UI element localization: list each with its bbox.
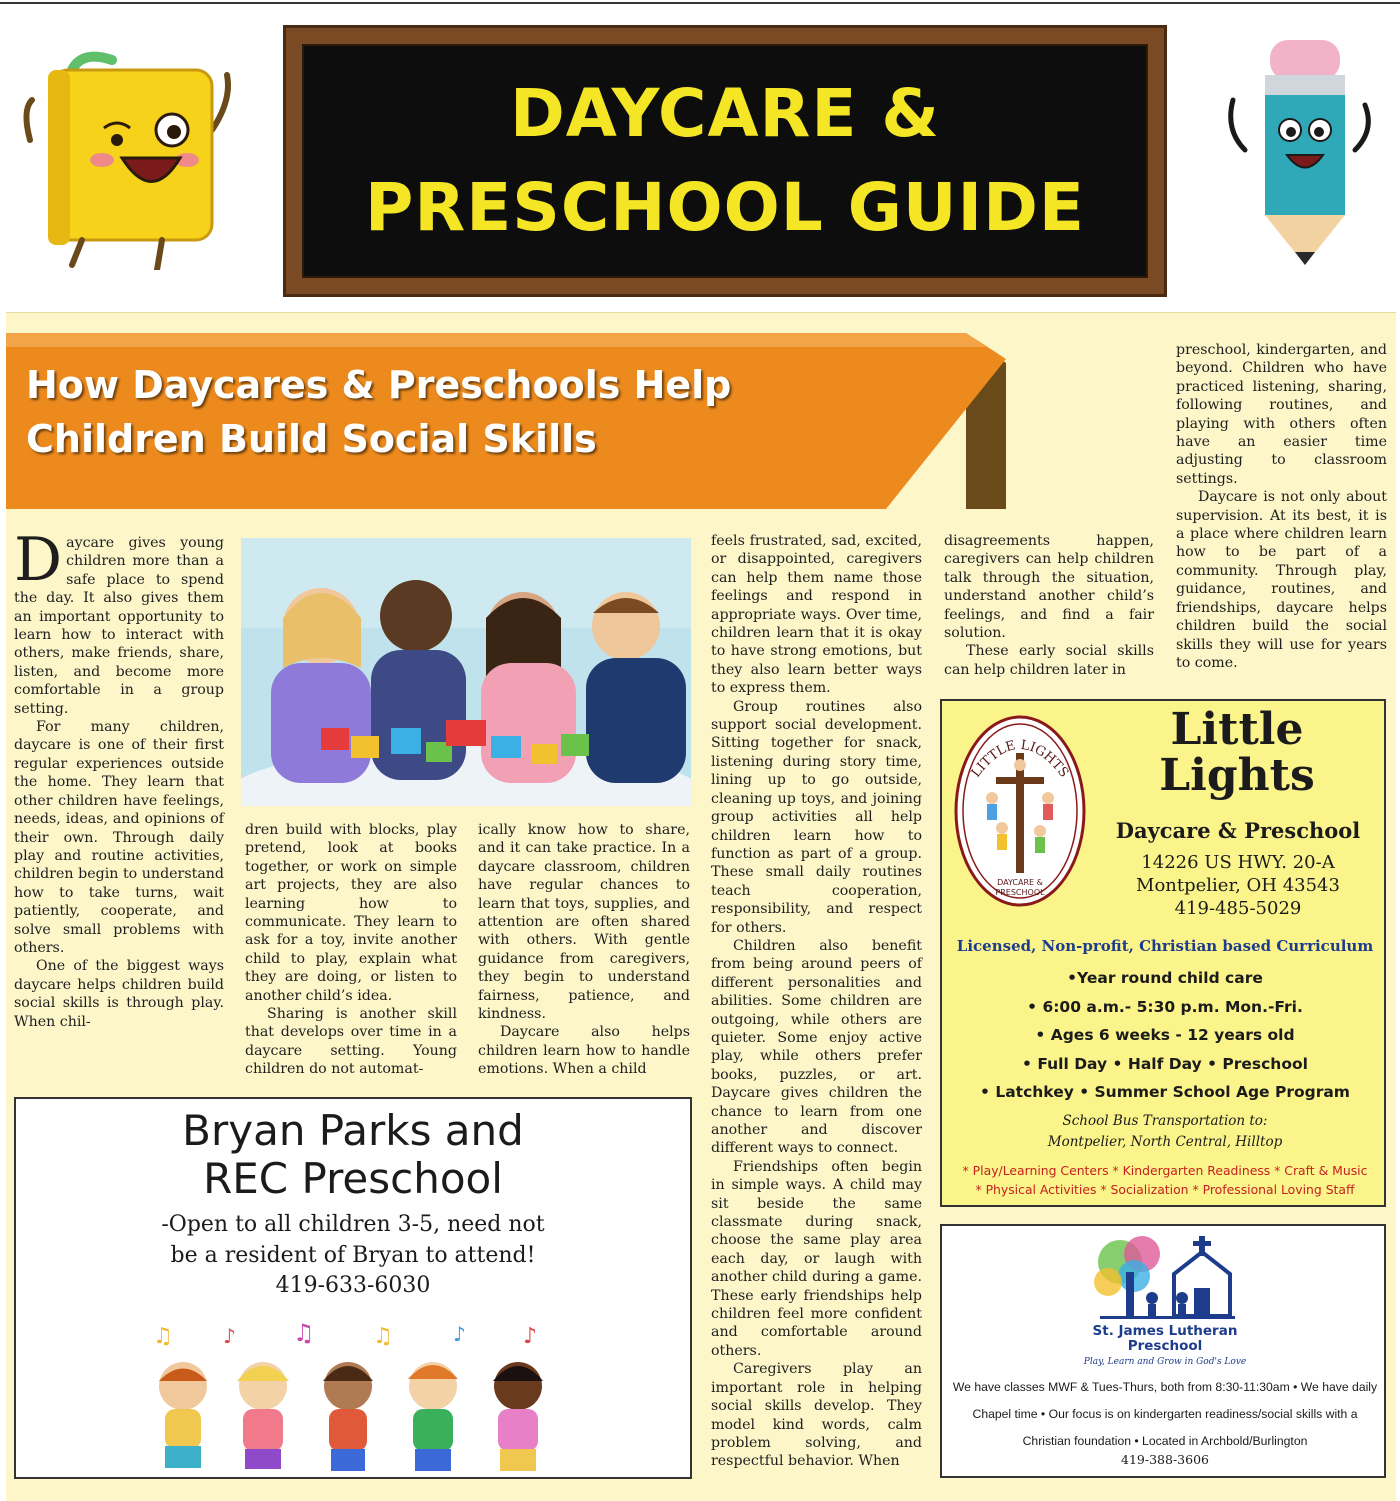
- little-lights-ad: [940, 699, 1386, 1207]
- svg-text:PRESCHOOL: PRESCHOOL: [995, 888, 1045, 897]
- article-column-1: [14, 525, 224, 1031]
- headline-line1: How Daycares & Preschools Help: [26, 363, 732, 407]
- svg-text:♪: ♪: [453, 1322, 466, 1346]
- article-column-2: [245, 821, 457, 1079]
- article-paragraph: Friendships often begin in simple ways. A child may sit beside the same classmate during snack, choose the same play area each day, or laugh with another child during a game. These early friendships help children feel more confident and comfortable around others.: [711, 1158, 922, 1359]
- article-paragraph: Daycare gives young children more than a safe place to spend the day. It also gives them an important opportunity to learn how to interact with others, make friends, share, listen, and become more comfortable in a group setting.: [14, 525, 224, 717]
- article-paragraph: These early social skills can help children later in: [944, 643, 1154, 678]
- bryan-ad-phone: 419-633-6030: [275, 1273, 431, 1298]
- top-rule: [0, 2, 1400, 4]
- article-paragraph: feels frustrated, sad, excited, or disappointed, caregivers can help them name those feelings and respond in appropriate ways. Over time, children learn that it is okay to have strong emotions, but they also learn better ways to express them.: [711, 533, 922, 697]
- svg-text:♪: ♪: [223, 1324, 236, 1348]
- article-paragraph: dren build with blocks, play pretend, look at books together, or work on simple art projects, they are also learning how to communicate. They learn to ask for a toy, invite another child to play, explain what they are doing, or listen to another child’s idea.: [245, 822, 457, 1004]
- header-banner: [283, 25, 1167, 297]
- st-james-tagline: Play, Learn and Grow in God's Love: [1083, 1357, 1247, 1367]
- st-james-ad: [940, 1224, 1386, 1478]
- article-headline: [26, 358, 926, 466]
- article-paragraph: Sharing is another skill that develops over time in a daycare setting. Young children do not automat-: [245, 1006, 457, 1078]
- bryan-ad-description: -Open to all children 3-5, need not be a resident of Bryan to attend!: [161, 1212, 545, 1268]
- article-column-5: [944, 532, 1154, 679]
- happy-pencil-mascot-icon: [1215, 30, 1385, 280]
- article-paragraph: Caregivers play an important role in helping social skills develop. They model kind words, calm problem solving, and respectful behavior. When: [711, 1361, 922, 1470]
- st-james-phone: 419-388-3606: [1121, 1452, 1209, 1467]
- bryan-ad-title: Bryan Parks and REC Preschool: [182, 1106, 524, 1203]
- music-notes-icon: [153, 1319, 553, 1349]
- svg-text:♫: ♫: [373, 1324, 393, 1349]
- svg-text:LITTLE LIGHTS: LITTLE LIGHTS: [968, 737, 1072, 781]
- article-column-6: [1176, 341, 1387, 672]
- article-paragraph: Daycare also helps children learn how to handle emotions. When a child: [478, 1024, 690, 1078]
- little-lights-features: * Play/Learning Centers * Kindergarten Readiness * Craft & Music * Physical Activities * Socialization * Professional Loving Staff: [962, 1163, 1368, 1197]
- little-lights-title: Little Lights: [1159, 704, 1315, 801]
- svg-text:DAYCARE &: DAYCARE &: [997, 878, 1043, 887]
- little-lights-address: 14226 US HWY. 20-A Montpelier, OH 43543 419-485-5029: [1136, 852, 1340, 919]
- st-james-description: We have classes MWF & Tues-Thurs, both from 8:30-11:30am • We have daily Chapel time • Our focus is on kindergarten readiness/social skills with a Christian foundation • Located in Archbold/Burlington: [952, 1380, 1378, 1448]
- little-lights-bus-info: School Bus Transportation to: Montpelier, North Central, Hilltop: [1047, 1113, 1283, 1150]
- little-lights-logo-text: [952, 713, 1088, 909]
- little-lights-subtitle: Daycare & Preschool: [1115, 818, 1361, 843]
- little-lights-licensed: Licensed, Non-profit, Christian based Curriculum: [956, 937, 1374, 955]
- children-playing-photo: [241, 538, 691, 806]
- article-column-4: [711, 532, 922, 1471]
- drop-cap: D: [14, 525, 63, 595]
- headline-line2: Children Build Social Skills: [26, 417, 597, 461]
- dancing-children-illustration: [143, 1351, 563, 1481]
- church-tree-logo-icon: [1090, 1232, 1240, 1320]
- article-paragraph: preschool, kindergarten, and beyond. Children who have practiced listening, sharing, following routines, and playing with others often have an easier time adjusting to classroom settings.: [1176, 342, 1387, 487]
- happy-book-mascot-icon: [12, 30, 252, 270]
- chalkboard: [302, 44, 1148, 278]
- little-lights-services: •Year round child care • 6:00 a.m.- 5:30 p.m. Mon.-Fri. • Ages 6 weeks - 12 years old • Full Day • Half Day • Preschool • Latchkey • Summer School Age Program: [980, 969, 1350, 1101]
- article-paragraph: ically know how to share, and it can take practice. In a daycare classroom, children have regular chances to learn that toys, supplies, and attention are often shared with others. With gentle guidance from caregivers, they begin to understand fairness, patience, and kindness.: [478, 822, 690, 1023]
- st-james-name: St. James Lutheran Preschool: [1092, 1323, 1238, 1354]
- article-column-3: [478, 821, 690, 1079]
- article-paragraph: Daycare is not only about supervision. At its best, it is a place where children learn how to be part of a community. Through play, guidance, routines, and friendships, daycare helps children build the social skills they will use for years to come.: [1176, 489, 1387, 671]
- article-paragraph: One of the biggest ways daycare helps children build social skills is through play. When chil-: [14, 958, 224, 1030]
- svg-text:♪: ♪: [523, 1324, 538, 1349]
- article-paragraph: For many children, daycare is one of their first regular experiences outside the home. They learn that other children have feelings, needs, ideas, and opinions of their own. Through daily play and routine activities, children begin to understand how to take turns, wait patiently, cooperate, and solve small problems with others.: [14, 719, 224, 956]
- article-paragraph: disagreements happen, caregivers can help children talk through the situation, understand another child’s feelings, and find a fair solution.: [944, 533, 1154, 642]
- svg-text:♫: ♫: [293, 1319, 315, 1347]
- banner-title-line1: DAYCARE &: [510, 75, 940, 153]
- svg-text:♫: ♫: [153, 1324, 173, 1349]
- article-paragraph: Group routines also support social development. Sitting together for snack, listening during story time, lining up to go outside, cleaning up toys, and joining group activities all help children learn how to function as part of a group. These small daily routines teach cooperation, responsibility, and respect for others.: [711, 698, 922, 936]
- article-paragraph: Children also benefit from being around peers of different personalities and abilities. Some children are outgoing, while others are quieter. Some enjoy active play, while others prefer books, puzzles, or art. Daycare gives children the chance to learn from one another and discover different ways to connect.: [711, 937, 922, 1157]
- bryan-parks-ad: [14, 1097, 692, 1479]
- banner-title-line2: PRESCHOOL GUIDE: [365, 169, 1085, 246]
